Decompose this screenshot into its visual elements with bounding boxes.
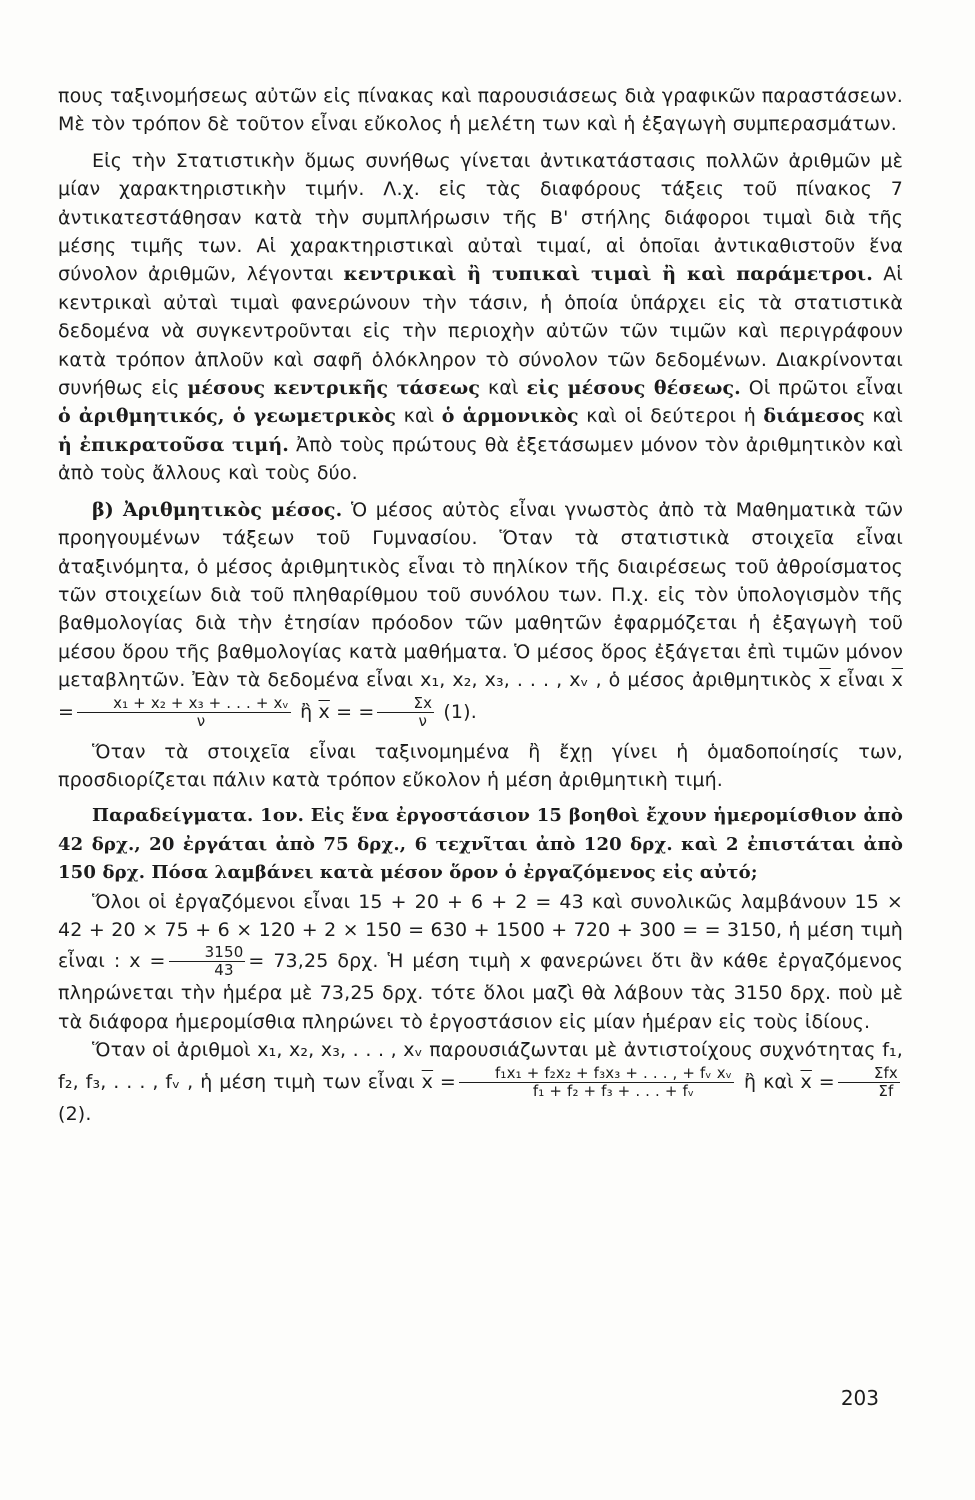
- example-heading: Παραδείγματα. 1ον.: [92, 805, 305, 827]
- section-heading: β) Ἀριθμητικὸς μέσος.: [92, 498, 343, 521]
- formula-wage-fraction: [169, 944, 246, 979]
- equals-sign: =: [58, 700, 75, 723]
- equals-sign: =: [439, 1070, 456, 1093]
- paragraph-central-values: [58, 147, 903, 488]
- formula-mean-fraction: [77, 695, 291, 730]
- text-span: καὶ: [403, 405, 435, 428]
- paragraph-arithmetic-mean: [58, 496, 903, 730]
- xbar-symbol: $\overline{x}$: [800, 1070, 812, 1093]
- text-span: καὶ οἱ δεύτεροι ἡ: [586, 405, 756, 428]
- denominator: f₁ + f₂ + f₃ + . . . + fᵥ: [532, 1081, 695, 1100]
- text-span: Ὅλοι οἱ ἐργαζόμενοι εἶναι 15 + 20 + 6 + 2 = 43 καὶ συνολικῶς λαμβάνουν 15 × 42 + 20 × 75 + 6 × 120 + 2 × 150 = 630 + 1500 + 720 + 300 = = 3150, ἡ μέση τιμὴ εἶναι : x =: [58, 890, 903, 973]
- paragraph-weighted-mean: [58, 1036, 903, 1128]
- bold-term: μέσους κεντρικῆς τάσεως: [187, 377, 481, 400]
- numerator: 3150: [169, 944, 246, 962]
- bold-term: ὁ ἁρμονικὸς: [441, 405, 579, 428]
- text-span: εἶναι: [837, 669, 885, 692]
- formula-weighted-fraction: [459, 1065, 734, 1100]
- bold-term: ὁ ἀριθμητικός, ὁ γεωμετρικὸς: [58, 405, 397, 428]
- text-span: ἢ: [300, 700, 313, 723]
- equals-sign: =: [336, 700, 353, 723]
- xbar-symbol: $\overline{x}$: [891, 669, 903, 692]
- text-span: Οἱ πρῶτοι εἶναι: [748, 377, 903, 400]
- equals-sign: =: [358, 700, 375, 723]
- xbar-symbol: $\overline{x}$: [819, 669, 831, 692]
- bold-term: διάμεσος: [763, 405, 865, 428]
- numerator: x₁ + x₂ + x₃ + . . . + xᵥ: [77, 695, 291, 713]
- text-span: Αἱ κεντρικαὶ αὐταὶ τιμαὶ φανερώνουν τὴν τάσιν, ἡ ὁποία ὑπάρχει εἰς τὰ στατιστικὰ δεδομένα νὰ συγκεντροῦνται εἰς τὴν περιοχὴν αὐτῶν τῶν τιμῶν καὶ περιγράφουν κατὰ τρόπον ἁπλοῦν καὶ σαφῆ ὁλόκληρον τὸ σύνολον τῶν δεδομένων. Διακρίνονται συνήθως εἰς: [58, 263, 903, 400]
- numerator: Σx: [377, 695, 434, 713]
- denominator: Σf: [878, 1081, 894, 1100]
- numerator: f₁x₁ + f₂x₂ + f₃x₃ + . . . , + fᵥ xᵥ: [459, 1065, 734, 1083]
- paragraph-intro-continued: πους ταξινομήσεως αὐτῶν εἰς πίνακας καὶ παρουσιάσεως διὰ γραφικῶν παραστάσεων. Μὲ τὸν τρόπον δὲ τοῦτον εἶναι εὔκολος ἡ μελέτη των καὶ ἡ ἐξαγωγὴ συμπερασμάτων.: [58, 85, 903, 136]
- bold-term: εἰς μέσους θέσεως.: [526, 377, 741, 400]
- denominator: ν: [196, 711, 206, 730]
- xbar-symbol: $\overline{x}$: [421, 1070, 434, 1093]
- text-span: καὶ: [487, 377, 519, 400]
- text-span: Εἰς τὴν Στατιστικὴν ὅμως συνήθως γίνεται ἀντικατάστασις πολλῶν ἀριθμῶν μὲ μίαν χαρακτηριστικὴν τιμήν. Λ.χ. εἰς τὰς διαφόρους τάξεις τοῦ πίνακος 7 ἀντικατεστάθησαν κατὰ τὴν συμπλήρωσιν τῆς Β' στήλης διάφοροι τιμαὶ διὰ τῆς μέσης τιμῆς των. Αἱ χαρακτηριστικαὶ αὐταὶ τιμαί, αἱ ὁποῖαι ἀντικαθιστοῦν ἕνα σύνολον ἀριθμῶν, λέγονται: [58, 149, 903, 286]
- formula-weighted-sum-fraction: [838, 1065, 900, 1100]
- equation-label: (2).: [58, 1102, 92, 1125]
- text-span: καὶ: [872, 405, 903, 428]
- denominator: ν: [418, 711, 428, 730]
- paragraph-example-solution: [58, 888, 903, 1037]
- bold-term: ἡ ἐπικρατοῦσα τιμή.: [58, 433, 290, 456]
- denominator: 43: [214, 961, 234, 980]
- example-problem: [58, 802, 903, 887]
- page-number: 203: [840, 1386, 879, 1410]
- text-span: Ὅταν οἱ ἀριθμοὶ x₁, x₂, x₃, . . . , xᵥ παρουσιάζωνται μὲ ἀντιστοίχους συχνότητας f₁, f₂, f₃, . . . , fᵥ , ἡ μέση τιμὴ των εἶναι: [58, 1039, 903, 1093]
- bold-term: κεντρικαὶ ἢ τυπικαὶ τιμαὶ ἢ καὶ παράμετροι.: [343, 263, 874, 286]
- equation-label: (1).: [443, 700, 477, 723]
- text-span: Ἀπὸ τοὺς πρώτους θὰ ἐξετάσωμεν μόνον τὸν ἀριθμητικὸν καὶ ἀπὸ τοὺς ἄλλους καὶ τοὺς δύο.: [58, 433, 903, 485]
- formula-sum-fraction: [377, 695, 434, 730]
- paragraph-grouped-data: Ὅταν τὰ στοιχεῖα εἶναι ταξινομημένα ἢ ἔχῃ γίνει ἡ ὁμαδοποίησίς των, προσδιορίζεται πάλιν κατὰ τρόπον εὔκολον ἡ μέση ἀριθμητικὴ τιμή.: [58, 740, 903, 791]
- text-span: = 73,25 δρχ. Ἡ μέση τιμὴ x φανερώνει ὅτι ἂν κάθε ἐργαζόμενος πληρώνεται τὴν ἡμέρα μὲ 73,25 δρχ. τότε ὅλοι μαζὶ θὰ λάβουν τὰς 3150 δρχ. ποὺ μὲ τὰ διάφορα ἡμερομίσθια πληρώνει τὸ ἐργοστάσιον εἰς μίαν ἡμέραν εἰς τοὺς ἰδίους.: [58, 950, 903, 1033]
- xbar-symbol: $\overline{x}$: [318, 700, 330, 723]
- numerator: Σfx: [838, 1065, 900, 1083]
- example-text: Εἰς ἕνα ἐργοστάσιον 15 βοηθοὶ ἔχουν ἡμερομίσθιον ἀπὸ 42 δρχ., 20 ἐργάται ἀπὸ 75 δρχ., 6 τεχνῖται ἀπὸ 120 δρχ. καὶ 2 ἐπιστάται ἀπὸ 150 δρχ. Πόσα λαμβάνει κατὰ μέσον ὅρον ὁ ἐργαζόμενος εἰς αὐτό;: [58, 805, 903, 884]
- body-text: [58, 82, 903, 1128]
- text-span: ἢ καὶ: [744, 1070, 794, 1093]
- equals-sign: =: [818, 1070, 835, 1093]
- text-span: Ὁ μέσος αὐτὸς εἶναι γνωστὸς ἀπὸ τὰ Μαθηματικὰ τῶν προηγουμένων τάξεων τοῦ Γυμνασίου. Ὅταν τὰ στατιστικὰ στοιχεῖα εἶναι ἀταξινόμητα, ὁ μέσος ἀριθμητικὸς εἶναι τὸ πηλίκον τῆς διαιρέσεως τοῦ ἀθροίσματος τῶν στοιχείων διὰ τοῦ πληθαρίθμου τοῦ συνόλου των. Π.χ. εἰς τὸν ὑπολογισμὸν τῆς βαθμολογίας διὰ τὴν ἐτησίαν πρόοδον τῶν μαθητῶν ἐφαρμόζεται ἡ ἐξαγωγὴ τοῦ μέσου ὅρου τῆς βαθμολογίας κατὰ μαθήματα. Ὁ μέσος ὅρος ἐξάγεται ἐπὶ τιμῶν μόνον μεταβλητῶν. Ἐὰν τὰ δεδομένα εἶναι x₁, x₂, x₃, . . . , xᵥ , ὁ μέσος ἀριθμητικὸς: [58, 498, 903, 692]
